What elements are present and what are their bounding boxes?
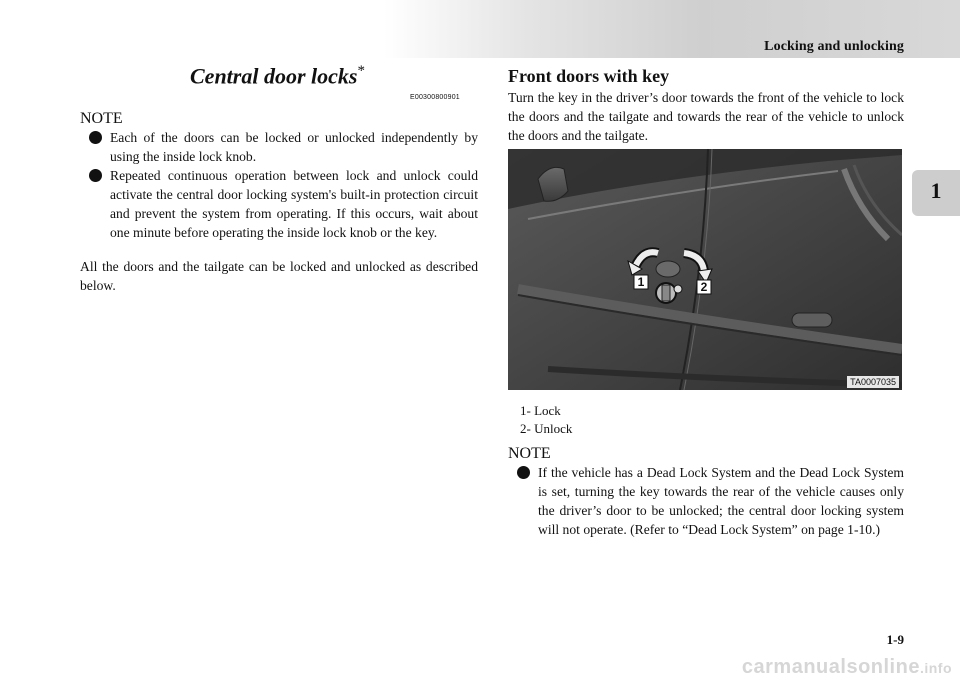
watermark-suffix: .info: [919, 660, 952, 676]
subsection-title: Front doors with key: [508, 66, 670, 86]
body-paragraph: Turn the key in the driver’s door towards the front of the vehicle to lock the doors and the tailgate and towards the rear of the vehicle to unlock the doors and the tailgate.: [508, 90, 904, 143]
bullet-dot-icon: [517, 466, 530, 479]
option-mark: *: [357, 63, 365, 79]
note-bullet: [80, 166, 478, 242]
note-label: NOTE: [508, 445, 551, 462]
note-label: NOTE: [80, 110, 123, 127]
callout-2: 2: [700, 280, 708, 294]
chapter-number: 1: [930, 178, 942, 203]
note-bullet-text: If the vehicle has a Dead Lock System and the Dead Lock System is set, turning the key towards the rear of the vehicle causes only the driver’s door to be unlocked; the central door locking system will not operate. (Refer to “Dead Lock System” on page 1-10.): [538, 465, 904, 537]
legend-item: 1- Lock: [520, 403, 561, 418]
callout-1: 1: [637, 275, 645, 289]
left-column: [80, 110, 478, 295]
door-illustration: [508, 149, 902, 390]
note-bullet-text: Each of the doors can be locked or unlocked independently by using the inside lock knob.: [110, 130, 478, 164]
page-number: 1-9: [886, 632, 904, 647]
watermark-text: carmanualsonline: [741, 656, 920, 678]
note-bullet: [80, 128, 478, 166]
figure-code: TA0007035: [847, 376, 899, 388]
section-title-text: Central door locks: [190, 63, 358, 89]
note-bullet: [508, 463, 904, 539]
bullet-dot-icon: [89, 131, 102, 144]
right-note: [508, 445, 904, 539]
bullet-dot-icon: [89, 169, 102, 182]
watermark: [742, 656, 952, 679]
section-title: [190, 63, 365, 89]
note-bullet-text: Repeated continuous operation between lock and unlock could activate the central door locking system's built-in protection circuit and prevent the system from operating. If this occurs, wait about one minute before operating the inside lock knob or the key.: [110, 168, 478, 240]
legend-item: 2- Unlock: [520, 421, 573, 436]
body-paragraph: All the doors and the tailgate can be locked and unlocked as described below.: [80, 259, 478, 293]
figure-legend: [520, 402, 572, 438]
running-header: Locking and unlocking: [764, 39, 904, 54]
section-code: E00300800901: [410, 94, 460, 101]
door-lock-figure: [508, 149, 902, 390]
right-column: [508, 64, 904, 145]
